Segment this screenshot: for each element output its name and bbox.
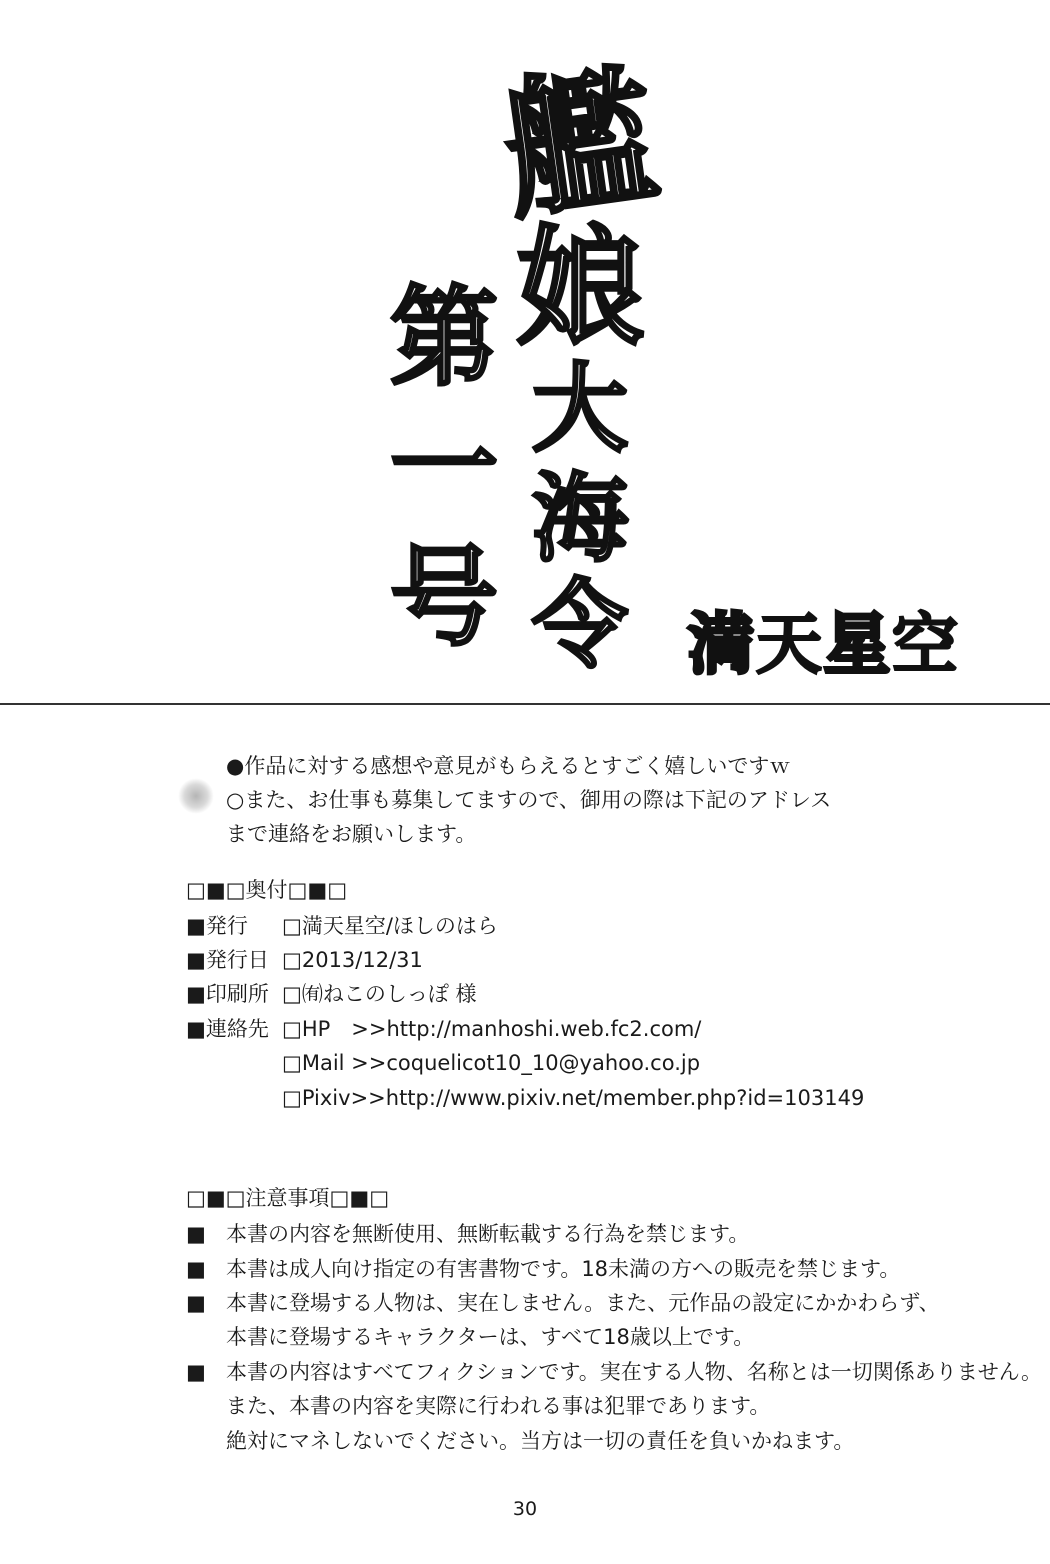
logo-char: 満 [688,606,754,683]
logo-char: 天 [756,606,822,683]
title-char: 号 [390,536,499,661]
message-line: ○また、お仕事も募集してますので、御用の際は下記のアドレス [226,788,832,812]
colophon-label: ■連絡先 [186,1017,269,1041]
note-line: 本書に登場する人物は、実在しません。また、元作品の設定にかかわらず、 [226,1291,940,1315]
note-line: 本書は成人向け指定の有害書物です。18未満の方への販売を禁じます。 [226,1257,901,1281]
colophon-label: ■発行日 [186,948,269,972]
colophon-label: ■印刷所 [186,982,269,1006]
title-char: 海 [532,463,628,575]
message-line: ●作品に対する感想や意見がもらえるとすごく嬉しいですｗ [226,754,791,778]
title-char: 令 [532,569,628,681]
title-char: 第 [390,276,499,401]
colophon-label: ■発行 [186,914,248,938]
note-bullet: ■ [186,1257,206,1281]
divider-line [0,703,1050,705]
note-line: 本書の内容を無断使用、無断転載する行為を禁じます。 [226,1222,750,1246]
logo-char: 星 [824,606,890,683]
colophon-value: □2013/12/31 [282,948,423,972]
title-char: 一 [390,406,499,531]
note-line: 本書の内容はすべてフィクションです。実在する人物、名称とは一切関係ありません。 [226,1360,1043,1384]
colophon-value: □㈲ねこのしっぽ 様 [282,982,477,1006]
page-number: 30 [512,1498,538,1520]
colophon-value: □満天星空/ほしのはら [282,914,498,938]
note-line: また、本書の内容を実際に行われる事は犯罪であります。 [226,1394,771,1418]
title-char: 艦 [493,48,667,242]
note-line: 本書に登場するキャラクターは、すべて18歳以上です。 [226,1325,755,1349]
colophon-row [186,950,423,971]
colophon-row [186,984,477,1005]
colophon-value: □HP >>http://manhoshi.web.fc2.com/ [282,1017,702,1041]
logo-char: 空 [892,606,958,683]
contact-pixiv: □Pixiv>>http://www.pixiv.net/member.php?id=103149 [282,1086,865,1110]
note-bullet: ■ [186,1291,206,1315]
colophon-row [186,916,498,937]
title-left-column [390,276,499,675]
colophon-heading: □■□奥付□■□ [186,878,348,902]
title-right-column [493,48,667,681]
contact-mail: □Mail >>coquelicot10_10@yahoo.co.jp [282,1051,701,1075]
colophon-row [186,1019,701,1040]
message-line: まで連絡をお願いします。 [226,822,477,846]
note-bullet: ■ [186,1222,206,1246]
ink-smudge [178,778,214,814]
title-char: 大 [532,353,628,465]
title-char: 娘 [516,214,645,363]
circle-logo [688,606,958,683]
note-bullet: ■ [186,1360,206,1384]
notes-heading: □■□注意事項□■□ [186,1186,390,1210]
note-line: 絶対にマネしないでください。当方は一切の責任を負いかねます。 [226,1429,855,1453]
